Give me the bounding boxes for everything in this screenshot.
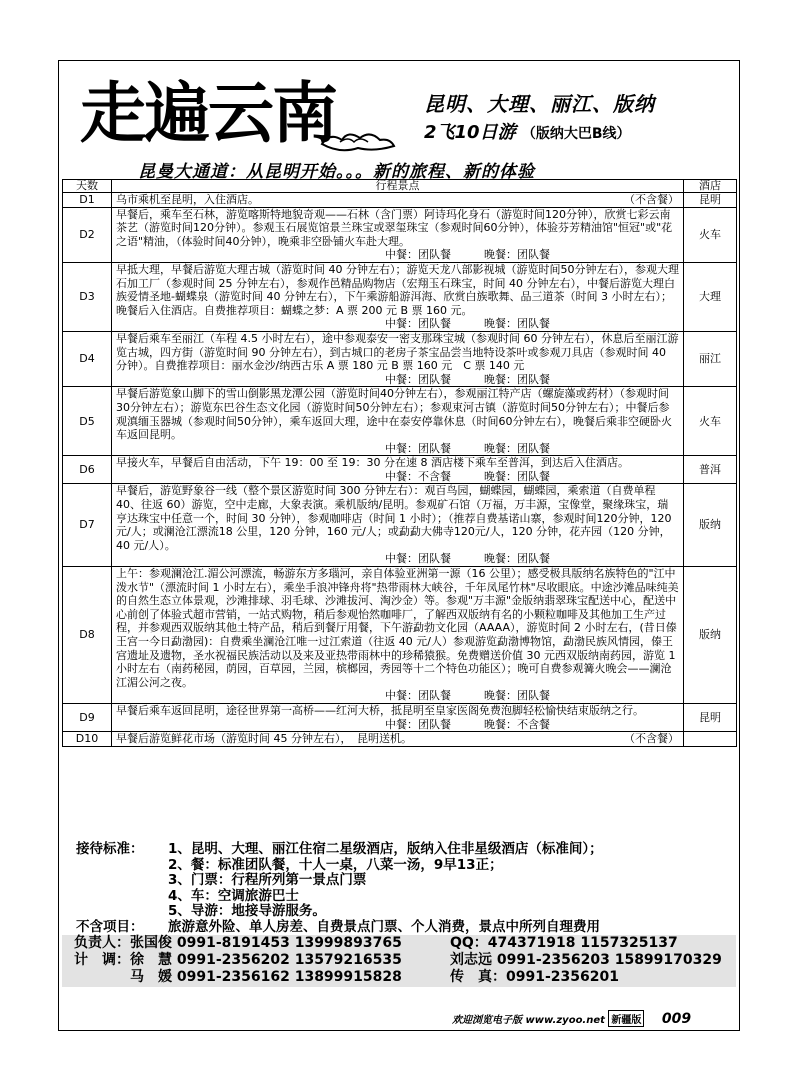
content-cell <box>112 484 684 567</box>
itinerary-text: 早餐后乘车返回昆明，途径世界第一高桥——红河大桥，抵昆明至皇家医阁免费泡脚轻松愉快结束版纳之行。 <box>116 703 644 717</box>
table-row <box>63 484 737 567</box>
reception-line-4: 4、车：空调旅游巴士 <box>168 887 299 904</box>
col-content-header: 行程景点 <box>112 180 684 193</box>
table-row <box>63 262 737 331</box>
content-cell <box>112 703 684 731</box>
hotel-cell: 丽江 <box>684 331 737 386</box>
itinerary-text: 早餐后游览鲜花市场（游览时间 45 分钟左右）， 昆明送机。 <box>116 732 412 746</box>
table-row <box>63 387 737 456</box>
reception-standard <box>76 842 603 935</box>
footer-url: 欢迎浏览电子版 www.zyoo.net <box>452 1015 605 1026</box>
itinerary-text: 乌市乘机至昆明，入住酒店。 <box>116 193 259 206</box>
table-row <box>63 331 737 386</box>
hotel-cell: 昆明 <box>684 703 737 731</box>
excluded-text: 旅游意外险、单人房差、自费景点门票、个人消费，景点中所列自理费用 <box>168 918 600 935</box>
meals-line: 中餐：团队餐 晚餐：团队餐 <box>385 248 550 262</box>
meals-line: 中餐：团队餐 晚餐：不含餐 <box>385 717 550 731</box>
content-cell <box>112 207 684 262</box>
slogan: 昆曼大通道：从昆明开始。。。新的旅程、新的体验 <box>138 162 535 182</box>
day-cell: D9 <box>63 703 112 731</box>
meals-line: 中餐：团队餐 晚餐：团队餐 <box>385 552 550 566</box>
meals-line: 中餐：团队餐 晚餐：团队餐 <box>385 689 550 703</box>
contact-line-1-left: 负责人：张国俊 0991-8191453 13999893765 <box>74 935 402 951</box>
logo <box>80 74 336 152</box>
content-cell <box>112 732 684 747</box>
hotel-cell: 昆明 <box>684 193 737 208</box>
content-cell <box>112 193 684 208</box>
itinerary-text: 早抵大理，早餐后游览大理古城（游览时间 40 分钟左右）；游览天龙八部影视城（游览时间50分钟左右），参观大理石加工厂（参观时间 25 分钟左右），参观作邑精品购物店（宏翔玉石珠宝，时间 40 分钟左右），中餐后游览大理白族爱情圣地-蝴蝶泉（游览时间 40 分钟左右），下午乘游船游洱海、欣赏白族歌舞、品三道茶（时间 3 小时左右）；晚餐后入住酒店。自费推荐项目：蝴蝶之梦：A 票 200 元 B 票 160 元。 <box>116 262 679 317</box>
itinerary-text: 早接火车，早餐后自由活动，下午 19：00 至 19：30 分在速 8 酒店楼下乘车至普洱，到达后入住酒店。 <box>116 456 629 470</box>
reception-line-1: 接待标准： 1、昆明、大理、丽江住宿二星级酒店，版纳入住非星级酒店（标准间）； <box>76 841 603 857</box>
table-header-row <box>63 180 737 193</box>
reception-line-2: 2、餐：标准团队餐，十人一桌，八菜一汤，9早13正； <box>168 856 503 873</box>
table-row <box>63 732 737 747</box>
hotel-cell: 火车 <box>684 207 737 262</box>
day-cell: D8 <box>63 567 112 704</box>
hotel-cell: 版纳 <box>684 484 737 567</box>
table-row <box>63 207 737 262</box>
hotel-cell: 火车 <box>684 387 737 456</box>
contact-line-3-right: 传 真：0991-2356201 <box>450 969 619 985</box>
table-row <box>63 567 737 704</box>
contact-line-3-left: 马 媛 0991-2356162 13899915828 <box>74 969 402 985</box>
hotel-cell: 普洱 <box>684 456 737 484</box>
trip-title <box>424 118 631 144</box>
meals-line: 中餐：团队餐 晚餐：团队餐 <box>385 317 550 331</box>
col-hotel-header: 酒店 <box>684 180 737 193</box>
day-cell: D3 <box>63 262 112 331</box>
route-title: 昆明、大理、丽江、版纳 <box>424 92 655 116</box>
day-cell: D10 <box>63 732 112 747</box>
trip-main: 2飞10日游 <box>424 122 516 143</box>
day-cell: D2 <box>63 207 112 262</box>
content-cell <box>112 456 684 484</box>
table-row <box>63 193 737 208</box>
table-row <box>63 703 737 731</box>
day-cell: D4 <box>63 331 112 386</box>
hotel-cell: 版纳 <box>684 567 737 704</box>
meals-line: 中餐：团队餐 晚餐：团队餐 <box>385 372 550 386</box>
footer <box>452 1010 691 1027</box>
cloud-icon <box>318 128 398 152</box>
content-cell <box>112 387 684 456</box>
contact-line-2-left: 计 调：徐 慧 0991-2356202 13579216535 <box>74 952 402 968</box>
hotel-cell: 大理 <box>684 262 737 331</box>
reception-line-5: 5、导游：地接导游服务。 <box>168 903 326 919</box>
trip-sub: （版纳大巴B线） <box>521 126 631 142</box>
itinerary-table <box>62 179 737 747</box>
day-cell: D5 <box>63 387 112 456</box>
reception-label: 接待标准： <box>76 841 144 857</box>
col-day-header: 天数 <box>63 180 112 193</box>
content-cell <box>112 567 684 704</box>
contacts-box <box>62 935 736 987</box>
itinerary-text: 早餐后，游览野象谷一线（整个景区游览时间 300 分钟左右）：观百鸟园，蝴蝶园，蝴蝶园，乘索道（自费单程 40、往返 60）游览，空中走廊，大象表演。乘机版纳/昆明。参观矿石馆（万福，万丰源，宝像堂，聚缘珠宝，瑞亨达珠宝中任意一个，时间 30 分钟），参观咖啡店（时间 1 小时）；（推荐自费基诺山寨，参观时间120分钟，120 元/人；或澜沧江漂流18 公里，120 分钟，160 元/人；或勐勐大佛寺120元/人，120 分钟，花卉园（120 分钟，40 元/人）。 <box>116 484 672 552</box>
hotel-cell <box>684 732 737 747</box>
itinerary-text: 早餐后乘车至丽江（车程 4.5 小时左右），途中参观泰安一密支那珠宝城（参观时间 60 分钟左右），休息后至丽江游览古城，四方街（游览时间 90 分钟左右），到古城口的老房子茶宝品尝当地特设茶叶或参观刀具店（参观时间 40 分钟）。自费推荐项目：丽水金沙/纳西古乐 A 票 180 元 B 票 160 元 C 票 140 元 <box>116 331 679 373</box>
meals-line: 中餐：团队餐 晚餐：团队餐 <box>385 441 550 455</box>
excluded-label: 不含项目： <box>76 918 144 935</box>
excluded-line <box>76 920 603 936</box>
contact-line-1-right: QQ：474371918 1157325137 <box>450 935 678 951</box>
meals-line: 中餐：不含餐 晚餐：团队餐 <box>385 469 550 483</box>
meal-note: （不含餐） <box>624 193 679 206</box>
itinerary-text: 早餐后游览象山脚下的雪山倒影黑龙潭公园（游览时间40分钟左右），参观丽江特产店（螺旋藻或药材）（参观时间30分钟左右）；游览东巴谷生态文化园（游览时间50分钟左右）；参观束河古镇（游览时间50分钟左右）；中餐后参观滇缅玉器城（参观时间50分钟），乘车返回大理，途中在泰安停靠休息（时间60分钟左右），晚餐后乘非空硬卧火车返回昆明。 <box>116 387 672 442</box>
content-cell <box>112 262 684 331</box>
day-cell: D6 <box>63 456 112 484</box>
day-cell: D1 <box>63 193 112 208</box>
meal-note: （不含餐） <box>624 732 679 746</box>
day-cell: D7 <box>63 484 112 567</box>
page-number: 009 <box>661 1011 692 1027</box>
footer-badge: 新疆版 <box>608 1010 644 1027</box>
reception-line-3: 3、门票：行程所列第一景点门票 <box>168 872 367 888</box>
logo-text: 走遍云南 <box>80 74 336 152</box>
table-row <box>63 456 737 484</box>
itinerary-text: 上午：参观澜沧江.湄公河漂流，畅游东方多瑙河，亲自体验亚洲第一源（16 公里）；感受极具版纳名族特色的"江中泼水节"（漂流时间 1 小时左右），乘坐手浪冲锋舟将"热带雨林大峡谷，千年凤尾竹林"尽收眼底。中途沙滩品味纯美的自然生态立体景观，沙滩排球、羽毛球、沙滩拔河、淘沙金）等。参观"万丰源"金版纳翡翠珠宝配送中心，配送中心前创了体验式超市营销，一站式购物，稍后参观怡然咖啡厂，了解西双版纳有名的小颗粒咖啡及其他加工生产过程，并参观西双版纳其他土特产品，稍后到餐厅用餐，下午游勐勃文化园（AAAA），游览时间 2 小时左右，(昔日傣王宫一今日勐渤园)：自费乘坐澜沧江唯一过江索道（往返 40 元/人）参观游览勐渤博物馆，勐渤民族风情园，傣王宫遗址及遗物，圣水祝福民族活动以及来及亚热带雨林中的珍稀猿猴。免费赠送价值 30 元西双版纳南药园，游览 1 小时左右（南药秘园，荫园，百草园，兰园，槟榔园，秀园等十二个特色功能区）；晚可自费参观篝火晚会——澜沧江湄公河之夜。 <box>116 567 679 689</box>
itinerary-text: 早餐后，乘车至石林，游览喀斯特地貌奇观——石林（含门票）阿诗玛化身石（游览时间120分钟），欣赏七彩云南茶艺（游览时间120分钟）。参观玉石展览馆景兰珠宝或翠玺珠宝（参观时间60分钟），体验芬芳精油馆"恒冠"或"花之语"精油，（体验时间40分钟），晚乘非空卧铺火车赴大理。 <box>116 207 673 248</box>
content-cell <box>112 331 684 386</box>
contact-line-2-right: 刘志远 0991-2356203 15899170329 <box>450 952 722 968</box>
